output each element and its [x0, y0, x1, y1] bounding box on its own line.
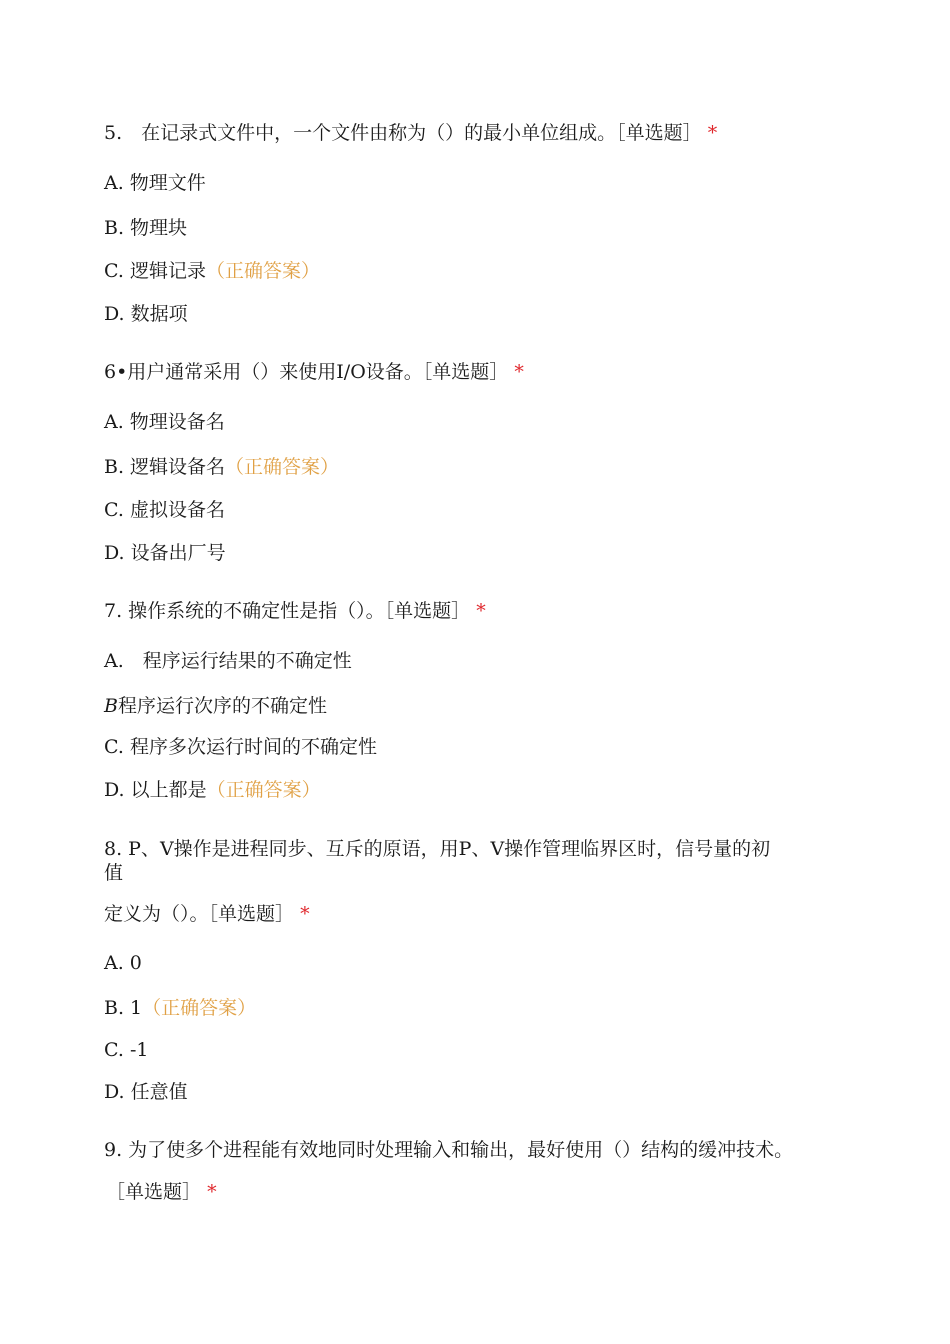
option-5a[interactable]: A. 物理文件 [104, 172, 206, 194]
question-6-text: 6•用户通常采用（）来使用I/O设备。［单选题］ [104, 361, 509, 383]
question-9-stem-line1: 9. 为了使多个进程能有效地同时处理输入和输出，最好使用（）结构的缓冲技术。 [104, 1139, 794, 1161]
question-8-text: 定义为（）。［单选题］ [104, 903, 295, 925]
question-6-stem [104, 360, 524, 384]
question-9-text: ［单选题］ [106, 1181, 202, 1203]
option-7a[interactable]: A. 程序运行结果的不确定性 [104, 650, 352, 672]
question-8-stem-line2: 值 [104, 862, 124, 884]
option-7b[interactable] [104, 694, 327, 718]
option-5c[interactable]: C. 逻辑记录（正确答案） [104, 260, 320, 282]
question-9-stem-line2 [106, 1180, 217, 1204]
required-star: * [476, 600, 486, 622]
option-7b-text: 程序运行次序的不确定性 [117, 695, 327, 717]
required-star: * [707, 122, 718, 144]
required-star: * [514, 361, 524, 383]
option-7d[interactable]: D. 以上都是（正确答案） [104, 779, 321, 801]
option-7c[interactable]: C. 程序多次运行时间的不确定性 [104, 736, 377, 758]
required-star: * [207, 1181, 217, 1203]
option-5d[interactable]: D. 数据项 [104, 303, 188, 325]
question-8-stem-line3 [104, 902, 310, 926]
correct-answer-mark: （正确答案） [205, 260, 320, 282]
option-6a[interactable]: A. 物理设备名 [104, 411, 225, 433]
option-5b[interactable]: B. 物理块 [104, 217, 188, 239]
required-star: * [300, 903, 310, 925]
option-8d[interactable]: D. 任意值 [104, 1081, 188, 1103]
option-8c[interactable]: C. -1 [104, 1039, 149, 1061]
correct-answer-mark: （正确答案） [225, 456, 340, 478]
correct-answer-mark: （正确答案） [142, 997, 257, 1019]
correct-answer-mark: （正确答案） [206, 779, 321, 801]
option-8b[interactable]: B. 1（正确答案） [104, 997, 257, 1019]
option-6d[interactable]: D. 设备出厂号 [104, 542, 226, 564]
question-7-stem [104, 599, 486, 623]
question-8-stem-line1: 8. P、V操作是进程同步、互斥的原语，用P、V操作管理临界区时，信号量的初 [104, 838, 771, 860]
question-5-stem [104, 121, 717, 145]
option-7b-letter: B [104, 695, 118, 717]
question-5-text: 5. 在记录式文件中，一个文件由称为（）的最小单位组成。［单选题］ [104, 122, 702, 144]
question-7-text: 7. 操作系统的不确定性是指（）。［单选题］ [104, 600, 471, 622]
option-6b[interactable]: B. 逻辑设备名（正确答案） [104, 456, 340, 478]
option-8a[interactable]: A. 0 [104, 952, 142, 974]
option-6c[interactable]: C. 虚拟设备名 [104, 499, 225, 521]
